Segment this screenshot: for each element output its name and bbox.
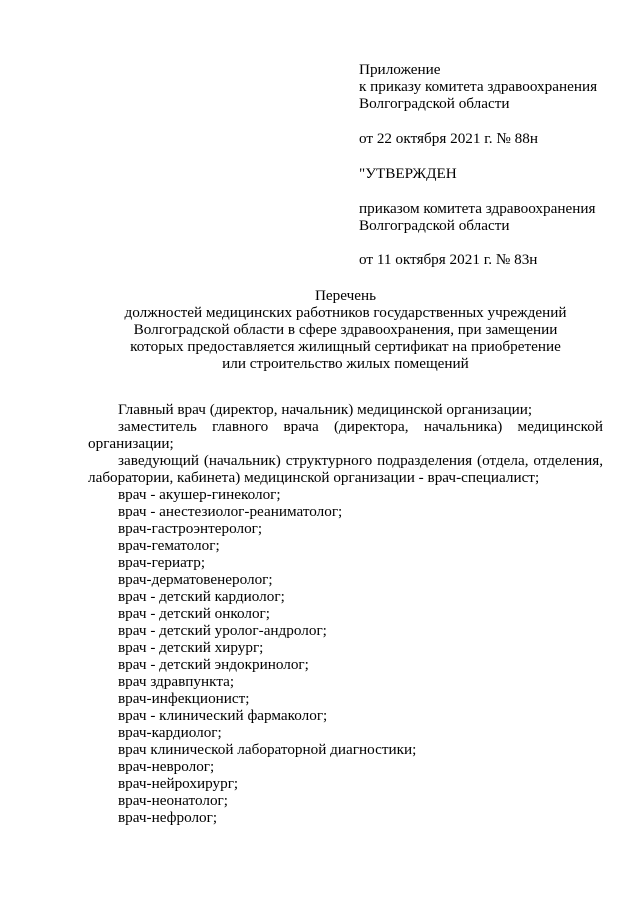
list-item: врач - детский эндокринолог; bbox=[118, 656, 309, 673]
list-item: врач-нефролог; bbox=[118, 809, 218, 826]
list-item: врач клинической лабораторной диагностики; bbox=[118, 741, 417, 758]
appendix-header bbox=[359, 61, 629, 268]
list-item: врач - анестезиолог-реаниматолог; bbox=[118, 503, 343, 520]
list-item: врач - клинический фармаколог; bbox=[118, 707, 328, 724]
list-item: врач-инфекционист; bbox=[118, 690, 250, 707]
list-item: врач - детский онколог; bbox=[118, 605, 270, 622]
list-item: врач - детский уролог-андролог; bbox=[118, 622, 327, 639]
appendix-to-order: к приказу комитета здравоохранения bbox=[359, 78, 598, 95]
list-item: врач здравпункта; bbox=[118, 673, 235, 690]
list-item: врач-гастроэнтеролог; bbox=[118, 520, 263, 537]
order-date-1: от 22 октября 2021 г. № 88н bbox=[359, 130, 538, 147]
approved-region: Волгоградской области bbox=[359, 217, 510, 234]
paragraph-head-line-2: лаборатории, кабинета) медицинской организации - врач-специалист; bbox=[88, 469, 540, 486]
positions-list bbox=[88, 486, 603, 826]
list-item: врач-дерматовенеролог; bbox=[118, 571, 273, 588]
title-line-4: которых предоставляется жилищный сертификат на приобретение bbox=[130, 338, 561, 355]
title-line-2: должностей медицинских работников государственных учреждений bbox=[124, 304, 567, 321]
paragraph-chief-doctor: Главный врач (директор, начальник) медицинской организации; bbox=[118, 401, 533, 418]
paragraph-head-line-1: заведующий (начальник) структурного подразделения (отдела, отделения, bbox=[118, 452, 603, 469]
appendix-label: Приложение bbox=[359, 61, 441, 78]
paragraph-deputy-line-2: организации; bbox=[88, 435, 174, 452]
list-item: врач-кардиолог; bbox=[118, 724, 222, 741]
title-line-3: Волгоградской области в сфере здравоохранения, при замещении bbox=[133, 321, 558, 338]
list-item: врач - акушер-гинеколог; bbox=[118, 486, 281, 503]
list-item: врач - детский хирург; bbox=[118, 639, 264, 656]
list-item: врач-нейрохирург; bbox=[118, 775, 239, 792]
title-line-1: Перечень bbox=[314, 287, 377, 304]
list-item: врач-гериатр; bbox=[118, 554, 206, 571]
title-line-5: или строительство жилых помещений bbox=[222, 355, 469, 372]
approved-by-order: приказом комитета здравоохранения bbox=[359, 200, 596, 217]
document-body bbox=[88, 401, 603, 826]
list-item: врач-невролог; bbox=[118, 758, 215, 775]
list-item: врач-неонатолог; bbox=[118, 792, 228, 809]
paragraph-deputy-line-1: заместитель главного врача (директора, начальника) медицинской bbox=[118, 418, 603, 435]
appendix-region: Волгоградской области bbox=[359, 95, 510, 112]
list-item: врач-гематолог; bbox=[118, 537, 220, 554]
approved-label: "УТВЕРЖДЕН bbox=[359, 165, 457, 182]
list-item: врач - детский кардиолог; bbox=[118, 588, 285, 605]
document-title bbox=[88, 287, 603, 372]
order-date-2: от 11 октября 2021 г. № 83н bbox=[359, 251, 538, 268]
